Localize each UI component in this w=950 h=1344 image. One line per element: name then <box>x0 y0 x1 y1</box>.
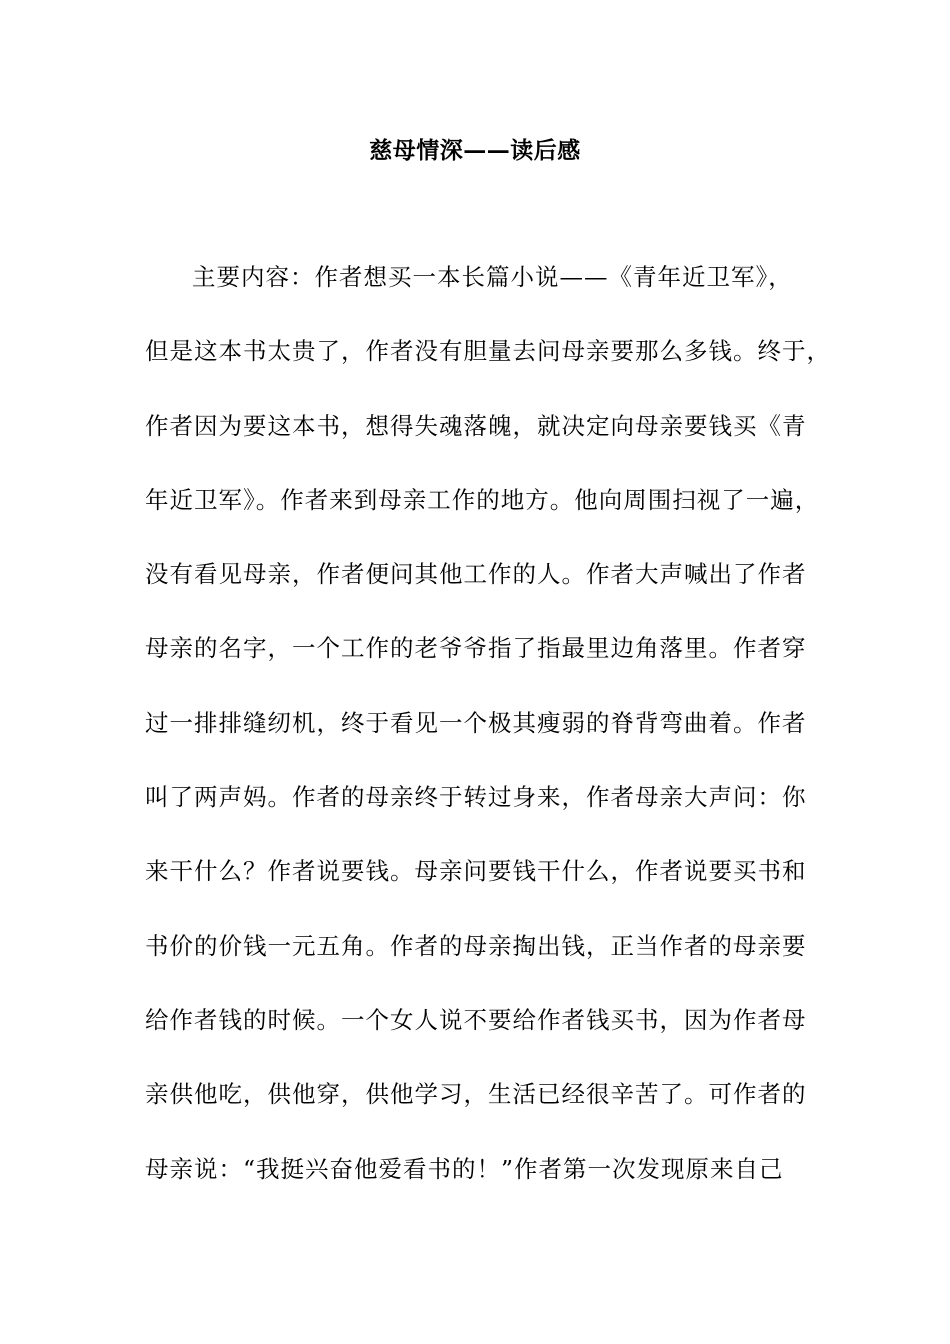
paragraph-line: 年近卫军》。作者来到母亲工作的地方。他向周围扫视了一遍， <box>145 485 820 514</box>
paragraph-line: 书价的价钱一元五角。作者的母亲掏出钱，正当作者的母亲要 <box>145 931 807 960</box>
paragraph-line: 母亲说：“我挺兴奋他爱看书的！”作者第一次发现原来自己 <box>145 1154 784 1183</box>
paragraph-line: 叫了两声妈。作者的母亲终于转过身来，作者母亲大声问：你 <box>145 783 807 812</box>
paragraph-line: 主要内容：作者想买一本长篇小说——《青年近卫军》， <box>192 263 793 291</box>
document-title: 慈母情深——读后感 <box>369 137 581 164</box>
paragraph-line: 亲供他吃，供他穿，供他学习，生活已经很辛苦了。可作者的 <box>145 1080 807 1109</box>
paragraph-line: 给作者钱的时候。一个女人说不要给作者钱买书，因为作者母 <box>145 1005 807 1034</box>
paragraph-line: 来干什么？作者说要钱。母亲问要钱干什么，作者说要买书和 <box>145 857 807 886</box>
paragraph-line: 没有看见母亲，作者便问其他工作的人。作者大声喊出了作者 <box>145 560 807 589</box>
paragraph-line: 作者因为要这本书，想得失魂落魄，就决定向母亲要钱买《青 <box>145 411 807 440</box>
paragraph-line: 但是这本书太贵了，作者没有胆量去问母亲要那么多钱。终于， <box>145 337 831 366</box>
paragraph-line: 母亲的名字，一个工作的老爷爷指了指最里边角落里。作者穿 <box>145 634 807 663</box>
paragraph-line: 过一排排缝纫机，终于看见一个极其瘦弱的脊背弯曲着。作者 <box>145 708 807 737</box>
document-body <box>145 257 831 1223</box>
